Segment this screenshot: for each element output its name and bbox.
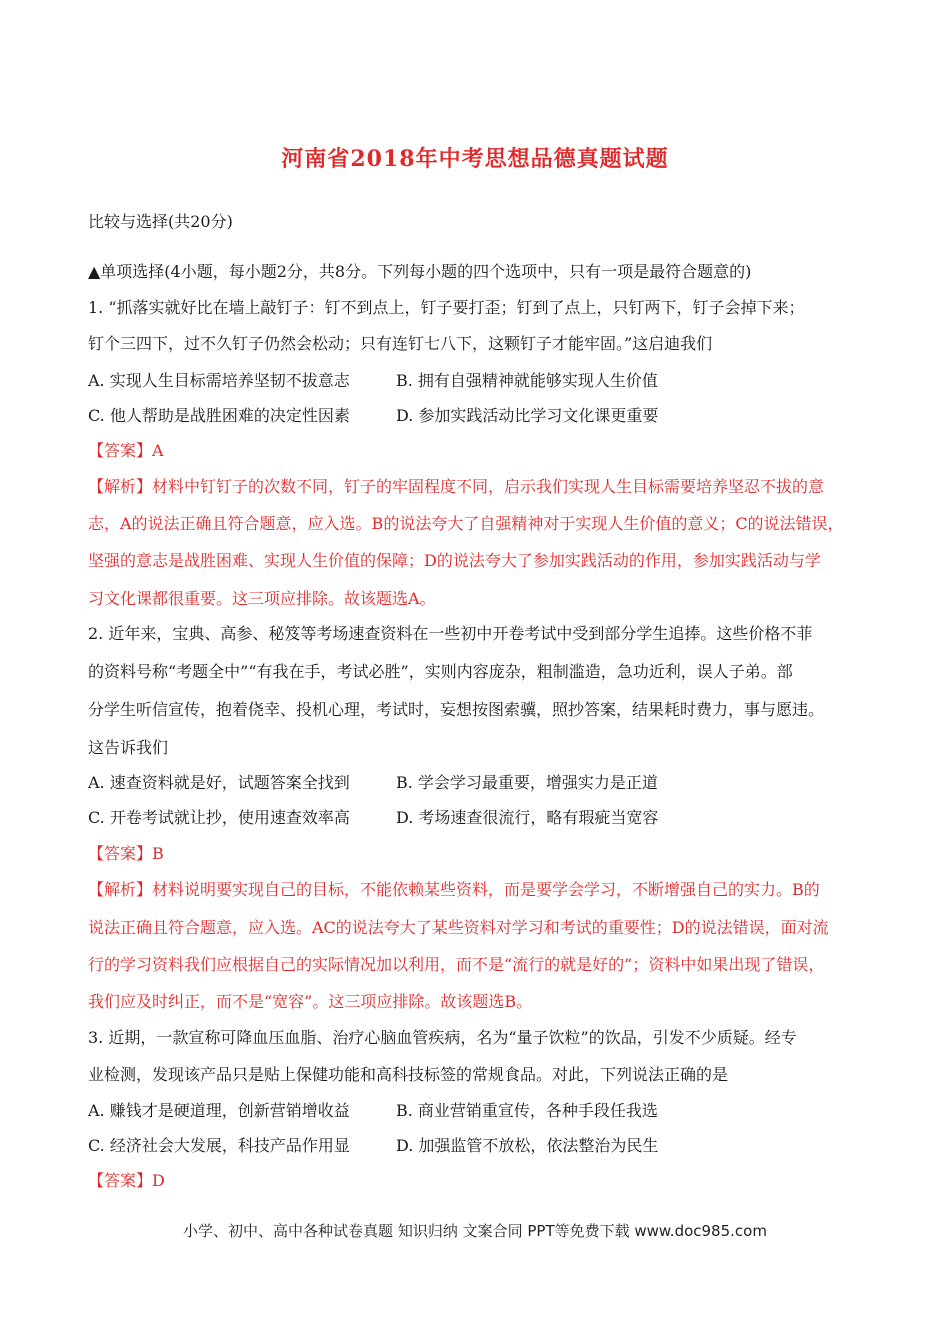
q1-option-d: D. 参加实践活动比学习文化课更重要 — [396, 406, 659, 425]
q2-analysis-line: 说法正确且符合题意，应入选。AC的说法夸大了某些资料对学习和考试的重要性；D的说法错误，面对流 — [88, 918, 829, 937]
q3-stem-line: 业检测，发现该产品只是贴上保健功能和高科技标签的常规食品。对此，下列说法正确的是 — [88, 1065, 729, 1084]
q3-answer: 【答案】D — [88, 1171, 165, 1190]
q1-analysis-line: 坚强的意志是战胜困难、实现人生价值的保障；D的说法夸大了参加实践活动的作用，参加实践活动与学 — [88, 551, 821, 570]
q2-analysis-line: 【解析】材料说明要实现自己的目标，不能依赖某些资料，而是要学会学习，不断增强自己的实力。B的 — [88, 880, 820, 899]
q2-stem-line: 这告诉我们 — [88, 738, 169, 757]
q1-analysis-line: 志，A的说法正确且符合题意，应入选。B的说法夸大了自强精神对于实现人生价值的意义；C的说法错误， — [88, 514, 844, 533]
q2-option-b: B. 学会学习最重要，增强实力是正道 — [396, 773, 658, 792]
q3-option-b: B. 商业营销重宣传，各种手段任我选 — [396, 1101, 658, 1120]
page-title: 河南省2018年中考思想品德真题试题 — [281, 146, 669, 172]
q1-option-c: C. 他人帮助是战胜困难的决定性因素 — [88, 406, 350, 425]
q2-option-d: D. 考场速查很流行，略有瑕疵当宽容 — [396, 808, 659, 827]
q3-option-a: A. 赚钱才是硬道理，创新营销增收益 — [88, 1101, 350, 1120]
section-heading: 比较与选择(共20分) — [88, 212, 233, 231]
q2-analysis-line: 我们应及时纠正，而不是“宽容”。这三项应排除。故该题选B。 — [88, 992, 533, 1011]
page-footer: 小学、初中、高中各种试卷真题 知识归纳 文案合同 PPT等免费下载 www.doc985.com — [183, 1222, 767, 1240]
q2-stem-line: 分学生听信宣传，抱着侥幸、投机心理，考试时，妄想按图索骥，照抄答案，结果耗时费力，事与愿违。 — [88, 700, 825, 719]
q3-option-d: D. 加强监管不放松，依法整治为民生 — [396, 1136, 659, 1155]
instruction-text: ▲单项选择(4小题，每小题2分，共8分。下列每小题的四个选项中，只有一项是最符合题意的) — [88, 262, 752, 281]
q3-stem-line: 3. 近期，一款宣称可降血压血脂、治疗心脑血管疾病，名为“量子饮粒”的饮品，引发不少质疑。经专 — [88, 1028, 797, 1047]
q2-stem-line: 2. 近年来，宝典、高参、秘笈等考场速查资料在一些初中开卷考试中受到部分学生追捧。这些价格不菲 — [88, 624, 813, 643]
q1-option-a: A. 实现人生目标需培养坚韧不拔意志 — [88, 371, 350, 390]
q2-stem-line: 的资料号称“考题全中”“有我在手，考试必胜”，实则内容庞杂，粗制滥造，急功近利，误人子弟。部 — [88, 662, 793, 681]
q2-option-c: C. 开卷考试就让抄，使用速查效率高 — [88, 808, 350, 827]
q1-analysis-line: 习文化课都很重要。这三项应排除。故该题选A。 — [88, 589, 436, 608]
q2-answer: 【答案】B — [88, 844, 164, 863]
q1-stem-line: 1. “抓落实就好比在墙上敲钉子：钉不到点上，钉子要打歪；钉到了点上，只钉两下，钉子会掉下来； — [88, 298, 805, 317]
q1-option-b: B. 拥有自强精神就能够实现人生价值 — [396, 371, 658, 390]
q1-answer: 【答案】A — [88, 441, 164, 460]
q1-stem-line: 钉个三四下，过不久钉子仍然会松动；只有连钉七八下，这颗钉子才能牢固。”这启迪我们 — [88, 334, 713, 353]
q2-option-a: A. 速查资料就是好，试题答案全找到 — [88, 773, 350, 792]
q2-analysis-line: 行的学习资料我们应根据自己的实际情况加以利用，而不是“流行的就是好的”；资料中如果出现了错误， — [88, 955, 825, 974]
q3-option-c: C. 经济社会大发展，科技产品作用显 — [88, 1136, 350, 1155]
q1-analysis-line: 【解析】材料中钉钉子的次数不同，钉子的牢固程度不同，启示我们实现人生目标需要培养坚忍不拔的意 — [88, 477, 825, 496]
